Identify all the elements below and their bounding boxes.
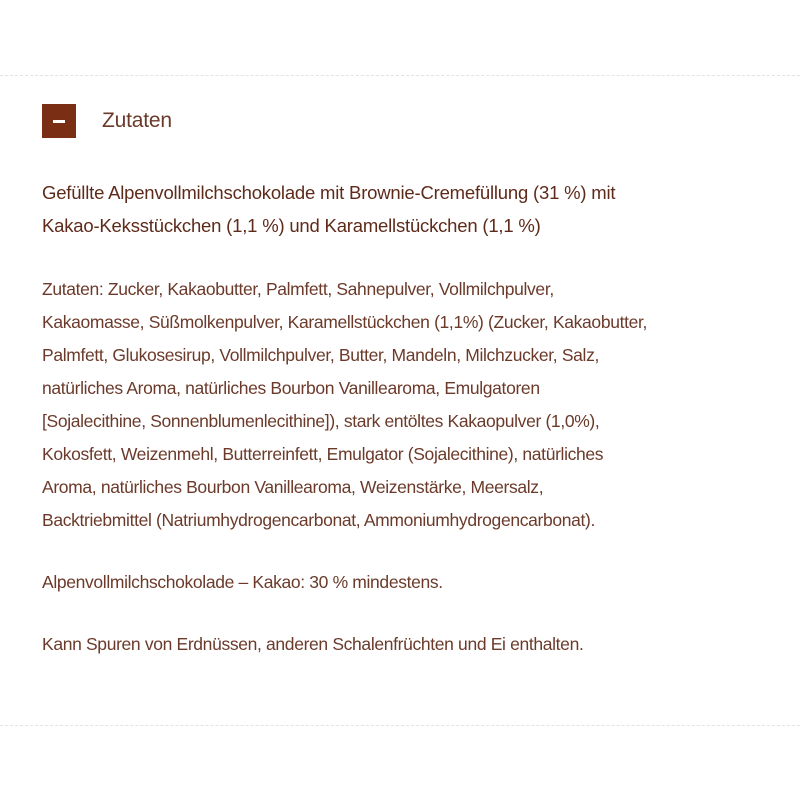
product-title <box>42 176 762 242</box>
product-title-line: Kakao-Keksstückchen (1,1 %) und Karamellstückchen (1,1 %) <box>42 215 541 236</box>
accordion-header-zutaten[interactable] <box>42 104 172 138</box>
ingredients-line: Kakaomasse, Süßmolkenpulver, Karamellstückchen (1,1%) (Zucker, Kakaobutter, <box>42 312 648 332</box>
ingredients-line: Aroma, natürliches Bourbon Vanillearoma, Weizenstärke, Meersalz, <box>42 477 544 497</box>
product-title-line: Gefüllte Alpenvollmilchschokolade mit Brownie-Cremefüllung (31 %) mit <box>42 182 616 203</box>
accordion-title: Zutaten <box>102 109 172 132</box>
ingredients-line: Kokosfett, Weizenmehl, Butterreinfett, Emulgator (Sojalecithine), natürliches <box>42 444 604 464</box>
allergen-note: Kann Spuren von Erdnüssen, anderen Schalenfrüchten und Ei enthalten. <box>42 634 584 654</box>
ingredients-list <box>42 273 762 537</box>
accordion-content <box>42 176 762 661</box>
ingredients-line: Backtriebmittel (Natriumhydrogencarbonat, Ammoniumhydrogencarbonat). <box>42 510 595 530</box>
ingredients-line: Zutaten: Zucker, Kakaobutter, Palmfett, Sahnepulver, Vollmilchpulver, <box>42 279 554 299</box>
ingredients-line: natürliches Aroma, natürliches Bourbon Vanillearoma, Emulgatoren <box>42 378 540 398</box>
minus-icon[interactable] <box>42 104 76 138</box>
ingredients-panel <box>0 75 800 726</box>
ingredients-line: Palmfett, Glukosesirup, Vollmilchpulver, Butter, Mandeln, Milchzucker, Salz, <box>42 345 599 365</box>
cocoa-content-note: Alpenvollmilchschokolade – Kakao: 30 % mindestens. <box>42 572 443 592</box>
minus-bar <box>53 120 65 123</box>
ingredients-line: [Sojalecithine, Sonnenblumenlecithine]), stark entöltes Kakaopulver (1,0%), <box>42 411 600 431</box>
